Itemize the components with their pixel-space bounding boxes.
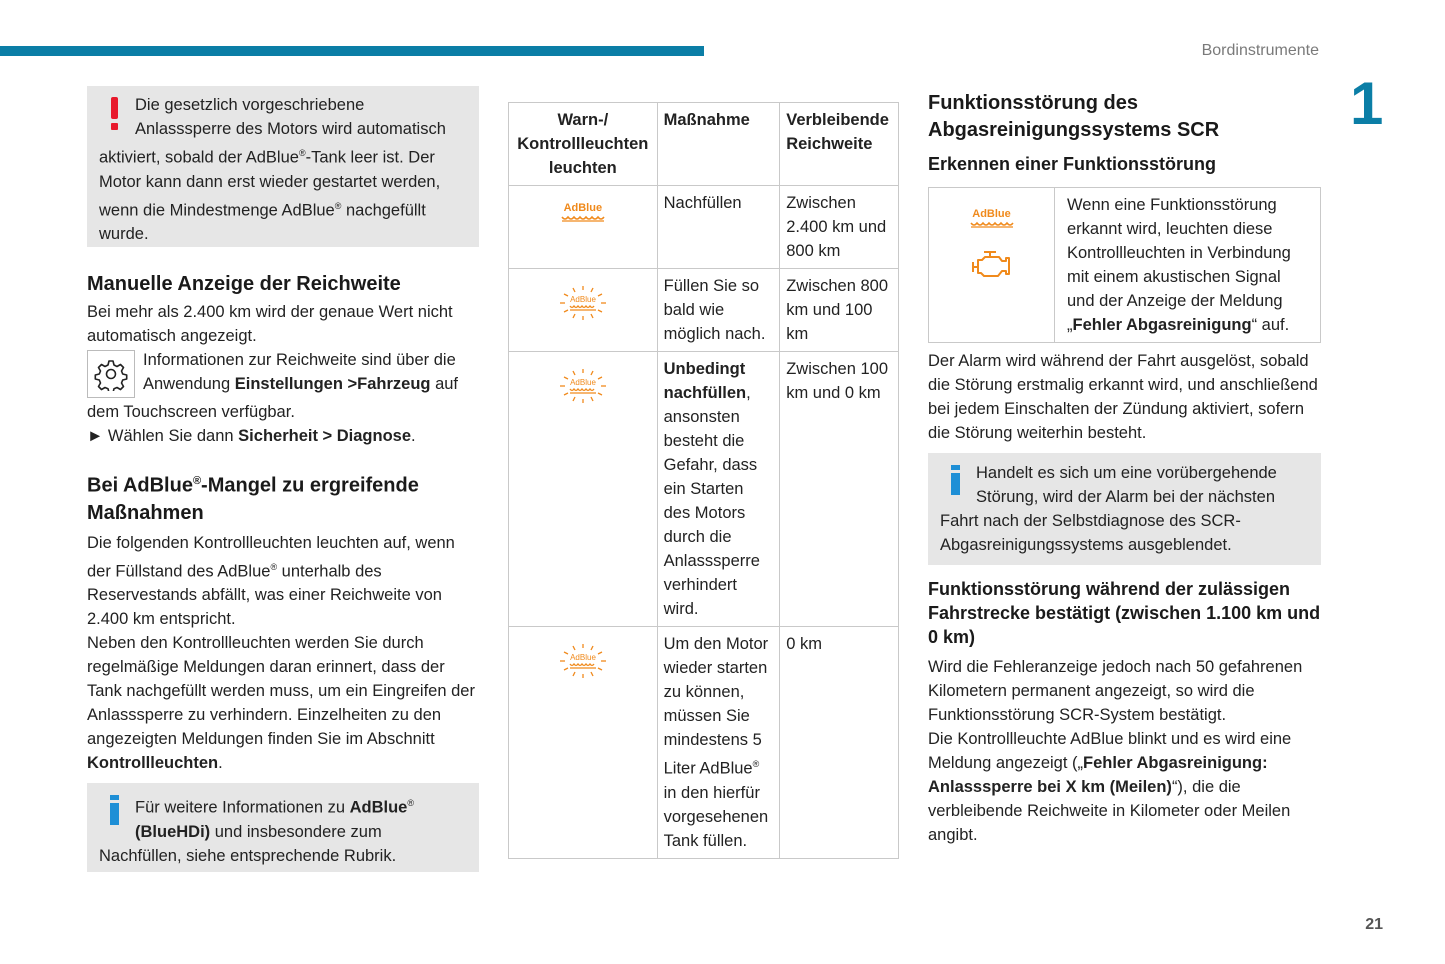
info-box: Für weitere Informationen zu AdBlue® (BlueHDi) und insbesondere zum Nachfüllen, siehe entsprechende Rubrik.	[87, 783, 479, 872]
page-number: 21	[1365, 916, 1383, 933]
table-cell-range: Zwischen 100 km und 0 km	[780, 352, 899, 627]
scr-warning-text: Wenn eine Funktionsstörung erkannt wird, leuchten diese Kontrollleuchten in Verbindung mit einem akustischen Signal und der Anzeige der Meldung „Fehler Abgasreinigung“ auf.	[1067, 196, 1291, 334]
table-row	[509, 627, 899, 859]
info-icon	[99, 791, 135, 833]
table-cell-action: Nachfüllen	[657, 186, 780, 269]
warning-line: Die gesetzlich vorgeschriebene	[135, 96, 365, 114]
adblue-flashing-icon	[509, 627, 658, 859]
table-row	[509, 269, 899, 352]
left-column	[87, 86, 479, 872]
table-header: Verbleibende Reichweite	[780, 103, 899, 186]
adblue-warning-table	[508, 102, 899, 859]
scr-icon-cell	[929, 188, 1055, 342]
table-cell-range: 0 km	[780, 627, 899, 859]
detect-malfunction-subheading: Erkennen einer Funktionsstörung	[928, 154, 1217, 174]
warning-icon	[99, 93, 135, 133]
table-cell-range: Zwischen 2.400 km und 800 km	[780, 186, 899, 269]
manual-range-text: Bei mehr als 2.400 km wird der genaue Wert nicht automatisch angezeigt.	[87, 303, 453, 345]
svg-text:AdBlue: AdBlue	[569, 653, 596, 662]
engine-icon	[970, 248, 1014, 282]
confirmed-paragraph-2: Die Kontrollleuchte AdBlue blinkt und es wird eine Meldung angezeigt („Fehler Abgasreinigung: Anlasssperre bei X km (Meilen)“), die die verbleibende Reichweite in Kilometer oder Meilen angibt.	[928, 730, 1292, 844]
chapter-number: 1	[1350, 70, 1384, 137]
table-header-row	[509, 103, 899, 186]
table-cell-action: Unbedingt nachfüllen, ansonsten besteht die Gefahr, dass ein Starten des Motors durch die Anlasssperre verhindert wird.	[657, 352, 780, 627]
svg-text:AdBlue: AdBlue	[569, 295, 596, 304]
header-accent-bar	[0, 46, 704, 56]
alarm-paragraph: Der Alarm wird während der Fahrt ausgelöst, sobald die Störung erstmalig erkannt wird, und anschließend bei jedem Einschalten der Zündung aktiviert, sofern die Störung weiterhin besteht.	[928, 352, 1318, 442]
section-title: Bordinstrumente	[1201, 42, 1319, 59]
settings-gear-icon	[87, 350, 135, 398]
table-cell-action: Um den Motor wieder starten zu können, müssen Sie mindestens 5 Liter AdBlue® in den hierfür vorgesehenen Tank füllen.	[657, 627, 780, 859]
manual-range-heading: Manuelle Anzeige der Reichweite	[87, 273, 401, 295]
scr-malfunction-heading: Funktionsstörung des Abgasreinigungssystems SCR	[928, 92, 1220, 141]
diagnose-instruction: ► Wählen Sie dann Sicherheit > Diagnose.	[87, 427, 416, 445]
table-row	[509, 352, 899, 627]
warning-line: wenn die Mindestmenge AdBlue® nachgefüllt	[99, 200, 426, 219]
adblue-flashing-icon	[509, 352, 658, 627]
adblue-static-icon: AdBlue	[509, 186, 658, 269]
warning-line: Anlasssperre des Motors wird automatisch	[135, 120, 446, 138]
table-cell-range: Zwischen 800 km und 100 km	[780, 269, 899, 352]
table-header: Maßnahme	[657, 103, 780, 186]
settings-note: Informationen zur Reichweite sind über die Anwendung Einstellungen >Fahrzeug auf dem Touchscreen verfügbar.	[87, 351, 459, 421]
scr-warning-box	[928, 187, 1321, 343]
warning-line: aktiviert, sobald der AdBlue®-Tank leer ist. Der	[99, 148, 435, 167]
shortage-paragraph-2: Neben den Kontrollleuchten werden Sie durch regelmäßige Meldungen daran erinnert, dass der Tank nachgefüllt werden muss, um ein Eingreifen der Anlasssperre zu verhindern. Einzelheiten zu den angezeigten Meldungen finden Sie im Abschnitt Kontrollleuchten.	[87, 634, 475, 773]
adblue-shortage-heading: Bei AdBlue®-Mangel zu ergreifende Maßnahmen	[87, 474, 419, 524]
table-header: Warn-/ Kontrollleuchten leuchten	[509, 103, 658, 186]
warning-line: Motor kann dann erst wieder gestartet werden,	[99, 172, 441, 191]
adblue-flashing-icon	[509, 269, 658, 352]
warning-line: wurde.	[99, 225, 149, 243]
info-icon	[940, 461, 976, 503]
info-box: Handelt es sich um eine vorübergehende Störung, wird der Alarm bei der nächsten Fahrt nach der Selbstdiagnose des SCR-Abgasreinigungssystems ausgeblendet.	[928, 453, 1321, 565]
svg-text:AdBlue: AdBlue	[569, 378, 596, 387]
confirmed-paragraph-1: Wird die Fehleranzeige jedoch nach 50 gefahrenen Kilometern permanent angezeigt, so wird die Funktionsstörung SCR-System bestätigt.	[928, 658, 1303, 724]
adblue-static-icon: AdBlue	[970, 208, 1014, 232]
table-row	[509, 186, 899, 269]
shortage-paragraph-1: Die folgenden Kontrollleuchten leuchten auf, wenn der Füllstand des AdBlue® unterhalb des Reservestands abfällt, was einer Reichweite von 2.400 km entspricht.	[87, 533, 455, 629]
warning-box	[87, 86, 479, 247]
table-cell-action: Füllen Sie so bald wie möglich nach.	[657, 269, 780, 352]
confirmed-malfunction-heading: Funktionsstörung während der zulässigen Fahrstrecke bestätigt (zwischen 1.100 km und 0 km)	[928, 579, 1321, 647]
right-column	[928, 90, 1321, 847]
